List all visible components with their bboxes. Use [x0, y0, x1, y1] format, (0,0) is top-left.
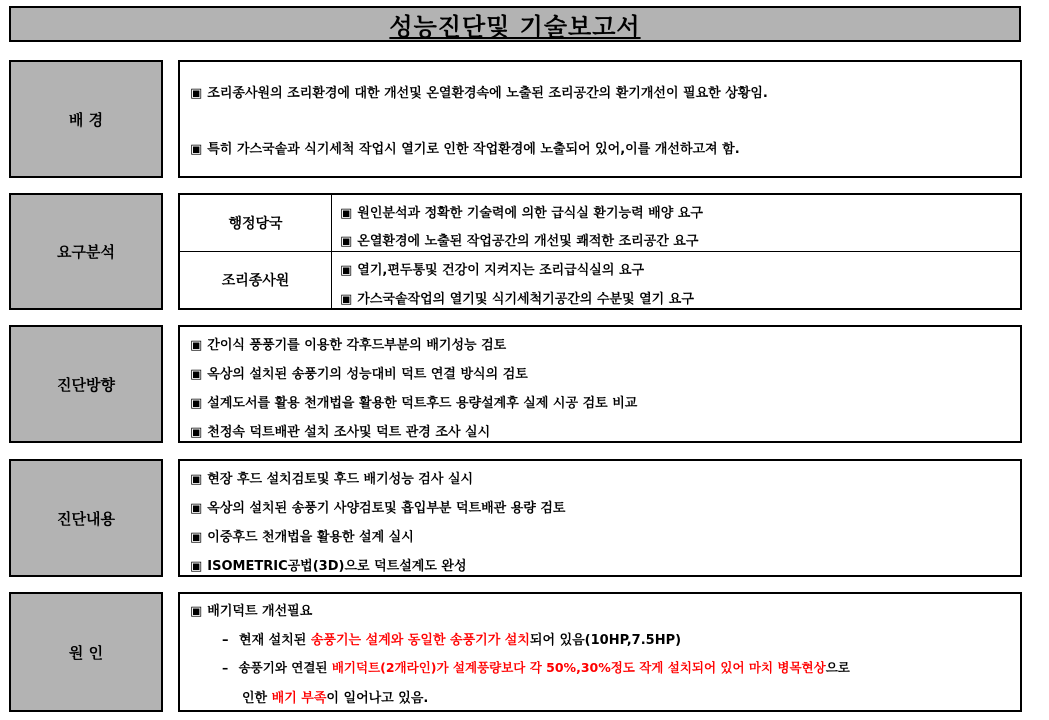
list-item: ▣ 원인분석과 정확한 기술력에 의한 급식실 환기능력 배양 요구: [340, 206, 703, 221]
list-item: ▣ 온열환경에 노출된 작업공간의 개선및 쾌적한 조리공간 요구: [340, 234, 699, 249]
list-item: ▣ 옥상의 설치된 송풍기 사양검토및 흡입부분 덕트배관 용량 검토: [190, 501, 566, 516]
report-title-bar: [9, 6, 1021, 42]
checkbox-bullet-icon: ▣: [340, 206, 353, 221]
highlight-text: 송풍기는 설계와 동일한 송풍기가 설치: [310, 633, 530, 648]
checkbox-bullet-icon: ▣: [190, 472, 203, 487]
section-content-background: [178, 60, 1022, 178]
dash-bullet: –: [222, 633, 229, 648]
list-item: ▣ 현장 후드 설치검토및 후드 배기성능 검사 실시: [190, 472, 474, 487]
cause-line-2: – 송풍기와 연결된 배기덕트(2개라인)가 설계풍량보다 각 50%,30%정도 작게 설치되어 있어 마치 병목현상으로: [222, 660, 850, 675]
section-content-requirements: [178, 193, 1022, 310]
cause-line-3: 인한 배기 부족이 일어나고 있음.: [242, 691, 429, 706]
checkbox-bullet-icon: ▣: [190, 367, 203, 382]
checkbox-bullet-icon: ▣: [340, 292, 353, 307]
list-item: ▣ 간이식 풍풍기를 이용한 각후드부분의 배기성능 검토: [190, 338, 507, 353]
list-item: ▣ ISOMETRIC공법(3D)으로 덕트설계도 완성: [190, 559, 467, 574]
list-item: ▣ 설계도서를 활용 천개법을 활용한 덕트후드 용량설계후 실제 시공 검토 비교: [190, 396, 638, 411]
checkbox-bullet-icon: ▣: [190, 338, 203, 353]
section-content-contents: [178, 459, 1022, 577]
list-item: ▣ 옥상의 설치된 송풍기의 성능대비 덕트 연결 방식의 검토: [190, 367, 528, 382]
section-content-cause: [178, 592, 1022, 712]
section-content-direction: [178, 325, 1022, 443]
checkbox-bullet-icon: ▣: [190, 530, 203, 545]
group-name-admin: 행정당국: [228, 216, 283, 232]
checkbox-bullet-icon: ▣: [190, 396, 203, 411]
section-label-direction: 진단방향: [9, 325, 163, 443]
checkbox-bullet-icon: ▣: [340, 234, 353, 249]
section-label-contents: 진단내용: [9, 459, 163, 577]
cause-line-1: – 현재 설치된 송풍기는 설계와 동일한 송풍기가 설치되어 있음(10HP,7.5HP): [222, 633, 682, 648]
section-label-background: 배 경: [9, 60, 163, 178]
list-item: ▣ 특히 가스국솥과 식기세척 작업시 열기로 인한 작업환경에 노출되어 있어,이를 개선하고져 함.: [190, 142, 740, 157]
checkbox-bullet-icon: ▣: [190, 559, 203, 574]
checkbox-bullet-icon: ▣: [340, 263, 353, 278]
highlight-text: 배기 부족: [271, 691, 327, 706]
checkbox-bullet-icon: ▣: [190, 142, 203, 157]
checkbox-bullet-icon: ▣: [190, 425, 203, 440]
section-label-requirements: 요구분석: [9, 193, 163, 310]
highlight-text: 배기덕트(2개라인)가 설계풍량보다 각 50%,30%정도 작게 설치되어 있어 마치 병목현상: [331, 660, 826, 675]
list-item: ▣ 천정속 덕트배관 설치 조사및 덕트 관경 조사 실시: [190, 425, 491, 440]
list-item: ▣ 가스국솥작업의 열기및 식기세척기공간의 수분및 열기 요구: [340, 292, 694, 307]
list-item: ▣ 조리종사원의 조리환경에 대한 개선및 온열환경속에 노출된 조리공간의 환기개선이 필요한 상황임.: [190, 86, 768, 101]
report-title: 성능진단및 기술보고서: [389, 12, 641, 41]
list-item: ▣ 열기,편두통및 건강이 지켜지는 조리급식실의 요구: [340, 263, 645, 278]
section-label-cause: 원 인: [9, 592, 163, 712]
checkbox-bullet-icon: ▣: [190, 86, 203, 101]
dash-bullet: –: [222, 660, 229, 675]
group-name-kitchen-staff: 조리종사원: [221, 273, 290, 289]
list-item: ▣ 이중후드 천개법을 활용한 설계 실시: [190, 530, 414, 545]
checkbox-bullet-icon: ▣: [190, 501, 203, 516]
checkbox-bullet-icon: ▣: [190, 604, 203, 619]
cause-heading: ▣ 배기덕트 개선필요: [190, 604, 313, 619]
